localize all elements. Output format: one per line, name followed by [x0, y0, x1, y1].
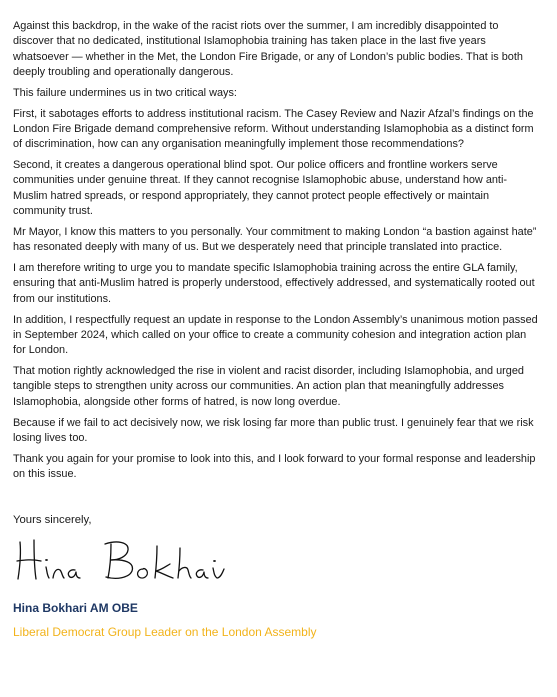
paragraph-backdrop: Against this backdrop, in the wake of the racist riots over the summer, I am incredibly disappointed to discover that no dedicated, institutional Islamophobia training has taken place in the last five years whatsoever — whether in the Met, the London Fire Brigade, or any of London’s public bodies. That is both deeply troubling and operationally dangerous. [13, 20, 523, 78]
paragraph-thanks: Thank you again for your promise to look into this, and I look forward to your formal response and leadership on this issue. [13, 452, 536, 481]
paragraph-mandate: I am therefore writing to urge you to mandate specific Islamophobia training across the entire GLA family, ensuring that anti-Muslim hatred is properly understood, effectively addressed, and systematically rooted out from our institutions. [13, 262, 535, 305]
paragraph-mayor: Mr Mayor, I know this matters to you personally. Your commitment to making London “a bastion against hate” has resonated deeply with many of us. But we desperately need that principle translated into practice. [13, 225, 537, 254]
letter-body [13, 19, 540, 488]
handwritten-signature [15, 534, 227, 590]
paragraph-motion: That motion rightly acknowledged the rise in violent and racist disorder, including Islamophobia, and urged tangible steps to strengthen unity across our communities. An action plan that meaningfully addresses Islamophobia, alongside other forms of hatred, is now long overdue. [13, 365, 524, 408]
signer-title: Liberal Democrat Group Leader on the London Assembly [13, 625, 317, 639]
paragraph-first: First, it sabotages efforts to address institutional racism. The Casey Review and Nazir Afzal’s findings on the London Fire Brigade demand comprehensive reform. Without understanding Islamophobia as a distinct form of discrimination, how can any organisation meaningfully implement those recommendations? [13, 107, 534, 151]
paragraph-failure: This failure undermines us in two critical ways: [13, 86, 237, 99]
paragraph-update: In addition, I respectfully request an update in response to the London Assembly’s unanimous motion passed in September 2024, which called on your office to create a community cohesion and integration action plan for London. [13, 313, 538, 357]
paragraph-second: Second, it creates a dangerous operational blind spot. Our police officers and frontline workers serve communities under genuine threat. If they cannot recognise Islamophobic abuse, understand how anti-Muslim hatred spreads, or respond appropriately, they cannot protect people effectively or maintain community trust. [13, 159, 508, 218]
signer-name: Hina Bokhari AM OBE [13, 601, 138, 615]
closing-salutation: Yours sincerely, [13, 514, 92, 526]
paragraph-act: Because if we fail to act decisively now, we risk losing far more than public trust. I genuinely fear that we risk losing lives too. [13, 416, 534, 444]
